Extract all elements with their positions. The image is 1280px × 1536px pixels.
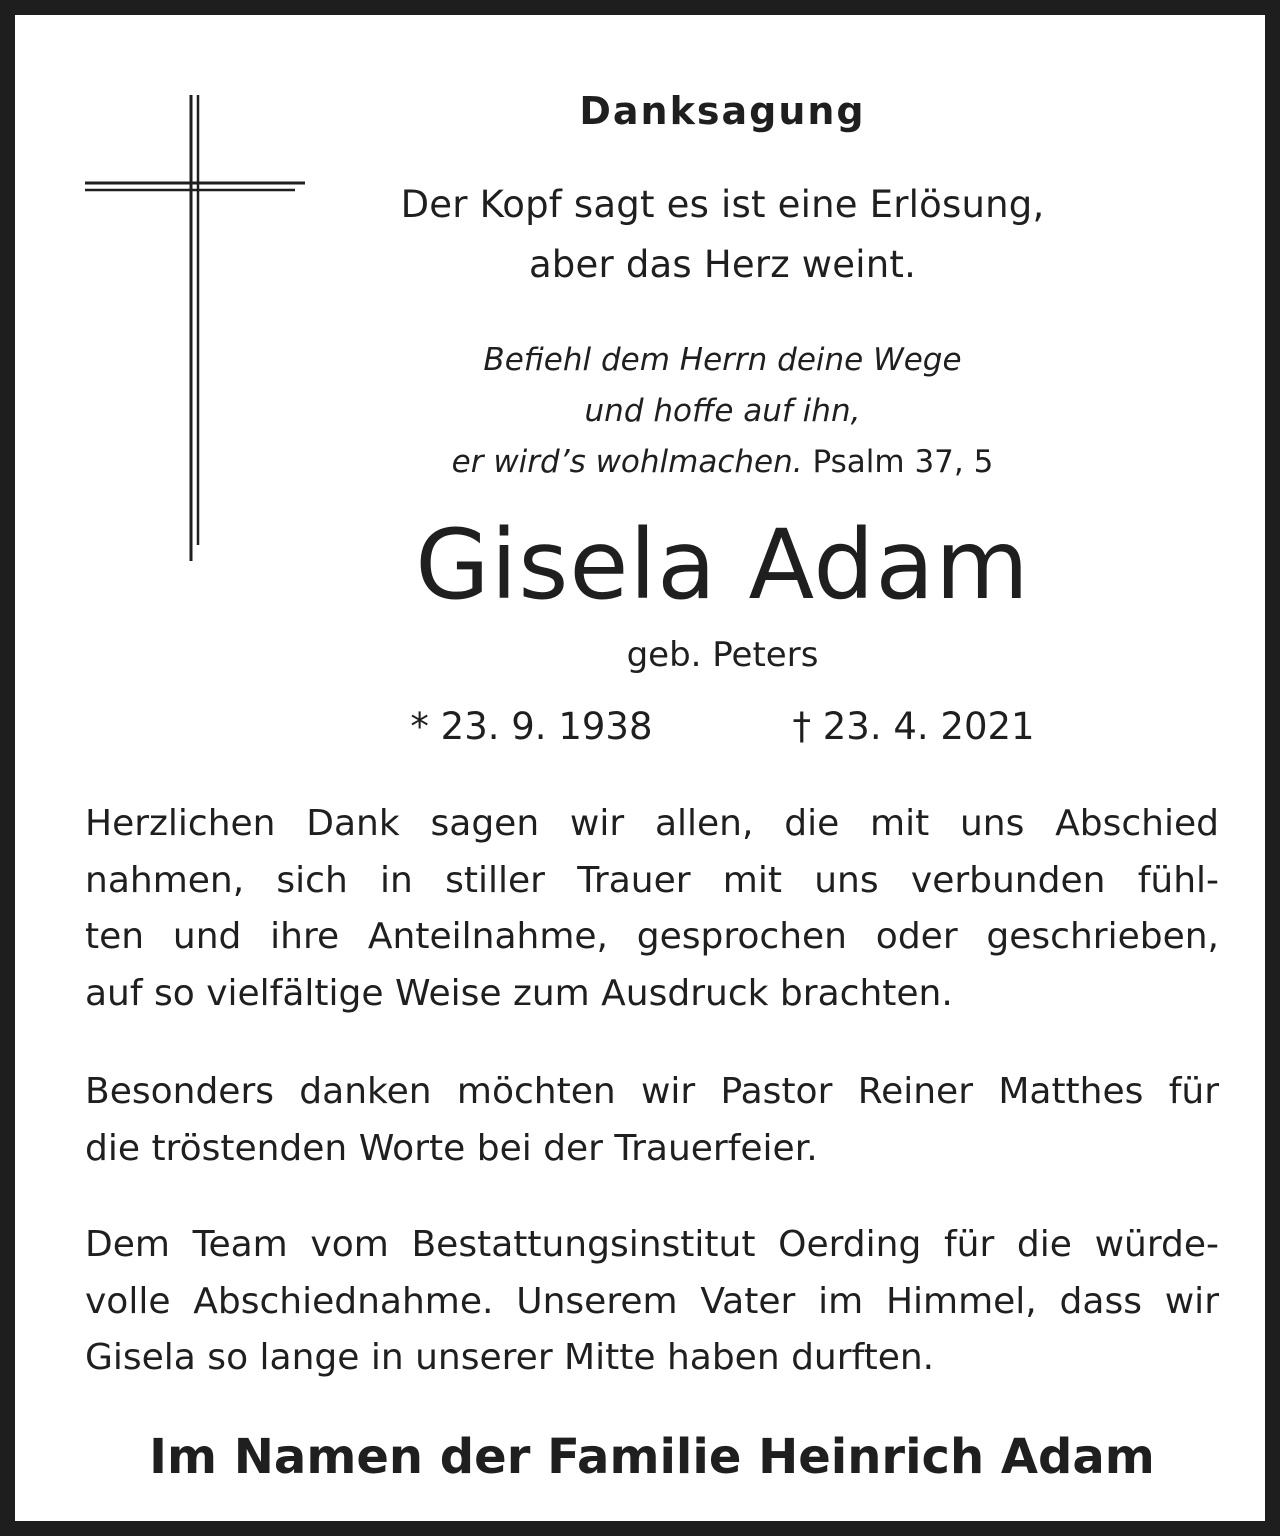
paragraph-line: Dem Team vom Bestattungsinstitut Oerding für die würde-: [85, 1224, 1219, 1265]
verse-line: und hoffe auf ihn,: [584, 393, 861, 429]
notice-heading: Danksagung: [579, 89, 866, 133]
team-paragraph: [85, 1217, 1219, 1387]
paragraph-line: die tröstenden Worte bei der Trauerfeier.: [85, 1127, 818, 1169]
paragraph-line: auf so vielfältige Weise zum Ausdruck brachten.: [85, 972, 953, 1014]
quote-line: Der Kopf sagt es ist eine Erlösung,: [400, 183, 1045, 226]
verse-line: er wird’s wohlmachen.: [451, 444, 803, 480]
paragraph-line: Herzlichen Dank sagen wir allen, die mit uns Abschied: [85, 803, 1219, 844]
maiden-name: geb. Peters: [626, 635, 819, 675]
paragraph-line: ten und ihre Anteilnahme, gesprochen oder geschrieben,: [85, 916, 1219, 957]
deceased-name: Gisela Adam: [415, 509, 1030, 621]
paragraph-line: Gisela so lange in unserer Mitte haben durften.: [85, 1337, 935, 1378]
birth-date: * 23. 9. 1938: [410, 705, 653, 748]
family-signature: Im Namen der Familie Heinrich Adam: [149, 1429, 1155, 1485]
verse-line-last: [325, 437, 1120, 488]
quote: [325, 175, 1120, 295]
pastor-paragraph: [85, 1064, 1219, 1177]
paragraph-line: volle Abschiednahme. Unserem Vater im Himmel, dass wir: [85, 1280, 1219, 1322]
verse-reference: Psalm 37, 5: [812, 444, 994, 480]
life-dates: [325, 701, 1120, 753]
verse-line: Befiehl dem Herrn deine Wege: [483, 342, 962, 378]
death-date: † 23. 4. 2021: [792, 705, 1035, 748]
paragraph-line: nahmen, sich in stiller Trauer mit uns verbunden fühl-: [85, 859, 1219, 901]
quote-line: aber das Herz weint.: [528, 243, 917, 286]
thanks-paragraph: [85, 796, 1219, 1022]
cross-icon: [85, 95, 305, 561]
bible-verse: [325, 335, 1120, 488]
paragraph-line: Besonders danken möchten wir Pastor Reiner Matthes für: [85, 1071, 1219, 1112]
